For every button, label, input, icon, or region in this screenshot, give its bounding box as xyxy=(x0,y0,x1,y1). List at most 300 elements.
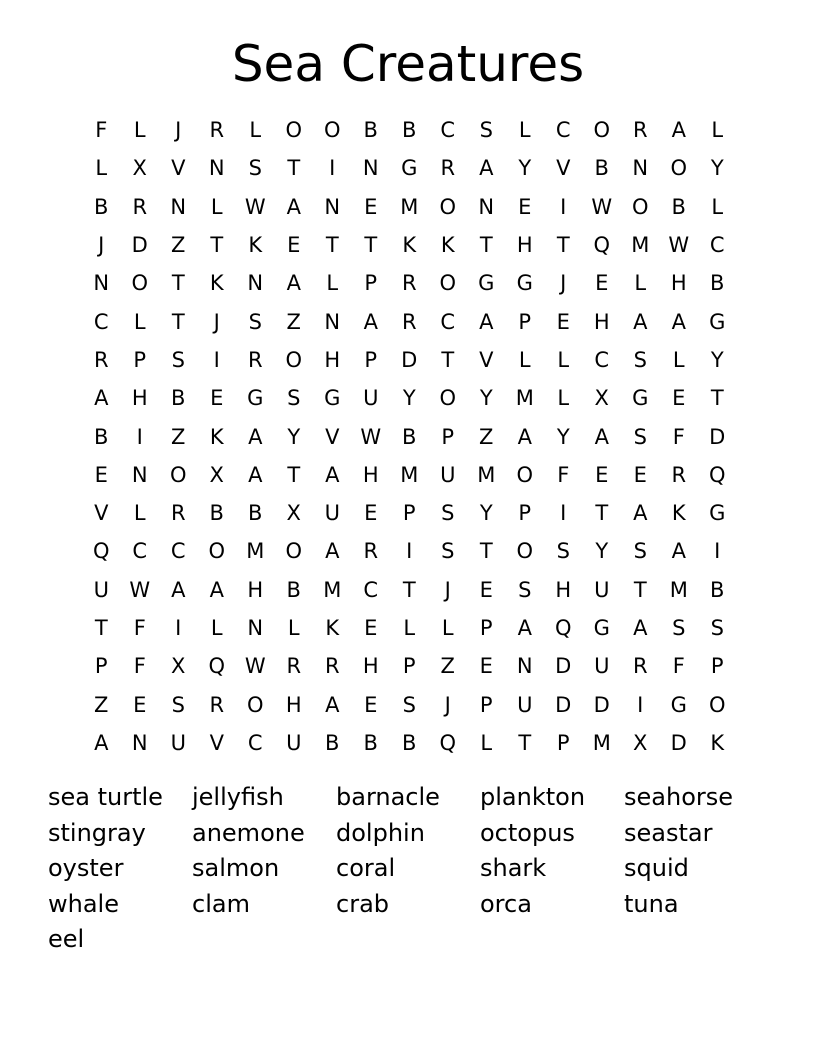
word-list-item: coral xyxy=(336,854,396,882)
grid-letter: A xyxy=(325,692,340,717)
grid-letter: X xyxy=(132,156,147,181)
grid-letter: A xyxy=(363,309,378,334)
grid-letter: I xyxy=(406,539,413,564)
grid-letter: S xyxy=(556,539,570,564)
grid-letter: E xyxy=(364,501,378,526)
grid-letter: H xyxy=(593,309,610,334)
grid-letter: N xyxy=(324,194,341,219)
grid-letter: L xyxy=(480,730,493,755)
grid-letter: E xyxy=(210,386,224,411)
grid-letter: A xyxy=(671,118,686,143)
grid-letter: E xyxy=(364,616,378,640)
word-list-item: whale xyxy=(48,889,119,918)
grid-letter: G xyxy=(247,386,264,411)
grid-letter: S xyxy=(171,347,185,372)
grid-letter: G xyxy=(709,309,726,334)
grid-letter: H xyxy=(362,654,379,679)
word-list-item: orca xyxy=(480,889,532,918)
grid-letter: Y xyxy=(518,156,532,181)
grid-letter: T xyxy=(479,539,493,564)
grid-letter: E xyxy=(518,194,532,219)
grid-letter: U xyxy=(517,692,533,717)
grid-letter: T xyxy=(287,462,301,487)
grid-letter: V xyxy=(94,501,109,526)
grid-letter: P xyxy=(556,730,570,755)
grid-letter: O xyxy=(593,118,611,143)
grid-letter: B xyxy=(363,118,378,143)
grid-letter: O xyxy=(516,462,534,487)
grid-letter: X xyxy=(286,501,301,526)
grid-letter: V xyxy=(209,730,224,755)
grid-letter: M xyxy=(631,233,650,258)
grid-letter: G xyxy=(632,386,649,411)
grid-letter: I xyxy=(714,539,721,564)
grid-letter: N xyxy=(93,271,110,296)
grid-letter: B xyxy=(710,271,725,296)
grid-letter: F xyxy=(133,654,146,679)
word-list-item: stingray xyxy=(48,818,146,847)
grid-letter: A xyxy=(479,309,494,334)
grid-letter: W xyxy=(129,577,151,602)
grid-letter: S xyxy=(633,539,647,564)
grid-letter: R xyxy=(632,118,648,143)
grid-letter: J xyxy=(98,233,105,258)
grid-letter: R xyxy=(324,654,340,679)
grid-letter: I xyxy=(560,194,567,219)
grid-letter: Z xyxy=(171,424,186,449)
word-list-item: eel xyxy=(48,925,85,953)
grid-letter: A xyxy=(633,616,648,640)
grid-letter: B xyxy=(171,386,186,411)
grid-letter: X xyxy=(633,730,648,755)
grid-letter: T xyxy=(364,233,378,258)
grid-letter: R xyxy=(401,309,417,334)
grid-letter: T xyxy=(171,309,185,334)
grid-letter: G xyxy=(478,271,495,296)
grid-letter: L xyxy=(133,118,146,143)
grid-letter: K xyxy=(248,233,263,258)
grid-letter: D xyxy=(670,730,687,755)
grid-letter: L xyxy=(95,156,108,181)
grid-letter: Y xyxy=(595,539,609,564)
grid-letter: A xyxy=(517,616,532,640)
grid-letter: Q xyxy=(208,654,226,679)
grid-letter: R xyxy=(132,194,148,219)
grid-letter: L xyxy=(210,616,223,640)
grid-letter: Z xyxy=(286,309,301,334)
grid-letter: S xyxy=(287,386,301,411)
grid-letter: X xyxy=(209,462,224,487)
grid-letter: Y xyxy=(479,501,493,526)
grid-letter: A xyxy=(248,462,263,487)
grid-letter: L xyxy=(672,347,685,372)
grid-letter: M xyxy=(477,462,496,487)
grid-letter: S xyxy=(441,501,455,526)
grid-letter: H xyxy=(131,386,148,411)
grid-letter: W xyxy=(591,194,613,219)
grid-letter: C xyxy=(555,118,571,143)
grid-letter: S xyxy=(248,156,262,181)
grid-letter: T xyxy=(94,616,108,640)
grid-letter: C xyxy=(93,309,109,334)
grid-letter: P xyxy=(133,347,147,372)
grid-letter: P xyxy=(364,271,378,296)
grid-letter: N xyxy=(632,156,649,181)
grid-letter: R xyxy=(632,654,648,679)
grid-letter: A xyxy=(325,462,340,487)
grid-letter: H xyxy=(324,347,341,372)
grid-letter: C xyxy=(247,730,263,755)
grid-letter: S xyxy=(441,539,455,564)
grid-letter: T xyxy=(479,233,493,258)
grid-letter: Y xyxy=(556,424,570,449)
grid-letter: L xyxy=(518,118,531,143)
grid-letter: A xyxy=(671,539,686,564)
grid-letter: N xyxy=(247,616,264,640)
grid-letter: G xyxy=(516,271,533,296)
grid-letter: K xyxy=(209,271,224,296)
grid-letter: W xyxy=(360,424,382,449)
grid-letter: U xyxy=(594,577,610,602)
grid-letter: O xyxy=(323,118,341,143)
grid-letter: L xyxy=(557,347,570,372)
grid-letter: A xyxy=(479,156,494,181)
grid-letter: E xyxy=(633,462,647,487)
grid-letter: J xyxy=(444,692,451,717)
grid-letter: T xyxy=(441,347,455,372)
grid-letter: G xyxy=(593,616,610,640)
grid-letter: S xyxy=(402,692,416,717)
grid-letter: V xyxy=(556,156,571,181)
grid-letter: N xyxy=(131,462,148,487)
grid-letter: V xyxy=(171,156,186,181)
grid-letter: E xyxy=(94,462,108,487)
grid-letter: I xyxy=(136,424,143,449)
grid-letter: C xyxy=(440,118,456,143)
grid-letter: S xyxy=(710,616,724,640)
grid-letter: L xyxy=(518,347,531,372)
grid-letter: L xyxy=(133,309,146,334)
grid-letter: F xyxy=(95,118,108,143)
grid-letter: H xyxy=(362,462,379,487)
grid-letter: C xyxy=(363,577,379,602)
grid-letter: D xyxy=(593,692,610,717)
grid-letter: F xyxy=(557,462,570,487)
grid-letter: O xyxy=(439,194,457,219)
grid-letter: D xyxy=(555,654,572,679)
grid-letter: N xyxy=(362,156,379,181)
word-list xyxy=(48,780,768,958)
grid-letter: B xyxy=(402,424,417,449)
grid-letter: I xyxy=(560,501,567,526)
word-list-item: oyster xyxy=(48,854,124,882)
word-list-item: squid xyxy=(624,854,689,882)
grid-letter: R xyxy=(209,692,225,717)
grid-letter: L xyxy=(287,616,300,640)
grid-letter: T xyxy=(210,233,224,258)
grid-letter: C xyxy=(132,539,148,564)
word-list-item: sea turtle xyxy=(48,783,163,811)
grid-letter: J xyxy=(175,118,182,143)
grid-letter: T xyxy=(556,233,570,258)
grid-letter: O xyxy=(208,539,226,564)
grid-letter: C xyxy=(170,539,186,564)
grid-letter: H xyxy=(555,577,572,602)
grid-letter: B xyxy=(248,501,263,526)
grid-letter: D xyxy=(555,692,572,717)
grid-letter: N xyxy=(170,194,187,219)
grid-letter: W xyxy=(244,654,266,679)
grid-letter: W xyxy=(668,233,690,258)
grid-letter: R xyxy=(247,347,263,372)
grid-letter: B xyxy=(402,730,417,755)
word-list-item: octopus xyxy=(480,818,575,847)
grid-letter: P xyxy=(94,654,108,679)
grid-letter: T xyxy=(633,577,647,602)
grid-letter: F xyxy=(672,654,685,679)
grid-letter: O xyxy=(285,539,303,564)
grid-letter: B xyxy=(94,194,109,219)
grid-letter: R xyxy=(401,271,417,296)
grid-letter: E xyxy=(133,692,147,717)
grid-letter: B xyxy=(363,730,378,755)
grid-letter: M xyxy=(515,386,534,411)
grid-letter: M xyxy=(400,462,419,487)
grid-letter: Z xyxy=(440,654,455,679)
grid-letter: N xyxy=(478,194,495,219)
word-list-item: tuna xyxy=(624,889,679,918)
grid-letter: Q xyxy=(708,462,726,487)
grid-letter: I xyxy=(175,616,182,640)
grid-letter: U xyxy=(440,462,456,487)
grid-letter: P xyxy=(518,309,532,334)
grid-letter: Z xyxy=(479,424,494,449)
grid-letter: U xyxy=(363,386,379,411)
grid-letter: P xyxy=(479,692,493,717)
grid-letter: Y xyxy=(710,156,724,181)
page-title: Sea Creatures xyxy=(231,35,585,93)
grid-letter: D xyxy=(401,347,418,372)
grid-letter: W xyxy=(244,194,266,219)
grid-letter: T xyxy=(710,386,724,411)
grid-letter: Q xyxy=(554,616,572,640)
word-list-item: barnacle xyxy=(336,783,440,811)
word-list-item: plankton xyxy=(480,783,586,811)
grid-letter: O xyxy=(516,539,534,564)
grid-letter: E xyxy=(479,654,493,679)
grid-letter: C xyxy=(709,233,725,258)
grid-letter: M xyxy=(669,577,688,602)
grid-letter: G xyxy=(670,692,687,717)
grid-letter: A xyxy=(171,577,186,602)
grid-letter: R xyxy=(671,462,687,487)
grid-letter: A xyxy=(94,386,109,411)
grid-letter: Y xyxy=(287,424,301,449)
grid-letter: I xyxy=(213,347,220,372)
grid-letter: T xyxy=(518,730,532,755)
grid-letter: B xyxy=(286,577,301,602)
grid-letter: M xyxy=(592,730,611,755)
grid-letter: R xyxy=(170,501,186,526)
grid-letter: M xyxy=(323,577,342,602)
grid-letter: M xyxy=(246,539,265,564)
grid-letter: L xyxy=(326,271,339,296)
grid-letter: P xyxy=(518,501,532,526)
grid-letter: R xyxy=(286,654,302,679)
grid-letter: J xyxy=(444,577,451,602)
grid-letter: G xyxy=(401,156,418,181)
grid-letter: L xyxy=(133,501,146,526)
grid-letter: A xyxy=(286,271,301,296)
grid-letter: U xyxy=(324,501,340,526)
letter-grid xyxy=(82,111,754,762)
grid-letter: Q xyxy=(439,730,457,755)
grid-letter: R xyxy=(93,347,109,372)
grid-letter: A xyxy=(671,309,686,334)
grid-letter: C xyxy=(594,347,610,372)
grid-letter: B xyxy=(94,424,109,449)
word-list-item: clam xyxy=(192,889,250,918)
grid-letter: S xyxy=(672,616,686,640)
grid-letter: R xyxy=(363,539,379,564)
grid-letter: S xyxy=(171,692,185,717)
grid-letter: T xyxy=(325,233,339,258)
grid-letter: K xyxy=(402,233,417,258)
grid-letter: O xyxy=(439,271,457,296)
grid-letter: O xyxy=(169,462,187,487)
grid-letter: P xyxy=(441,424,455,449)
grid-letter: S xyxy=(633,347,647,372)
grid-letter: F xyxy=(133,616,146,640)
grid-letter: Z xyxy=(171,233,186,258)
grid-letter: A xyxy=(517,424,532,449)
grid-letter: B xyxy=(402,118,417,143)
word-list-item: crab xyxy=(336,889,390,918)
grid-letter: H xyxy=(670,271,687,296)
grid-letter: L xyxy=(249,118,262,143)
word-list-item: anemone xyxy=(192,818,305,847)
grid-letter: P xyxy=(402,654,416,679)
grid-letter: J xyxy=(213,309,220,334)
grid-letter: D xyxy=(131,233,148,258)
grid-letter: A xyxy=(94,730,109,755)
grid-letter: O xyxy=(670,156,688,181)
grid-letter: T xyxy=(171,271,185,296)
grid-letter: B xyxy=(671,194,686,219)
grid-letter: T xyxy=(402,577,416,602)
grid-letter: U xyxy=(93,577,109,602)
grid-letter: L xyxy=(711,194,724,219)
grid-letter: A xyxy=(594,424,609,449)
grid-letter: L xyxy=(711,118,724,143)
word-list-item: dolphin xyxy=(336,818,425,847)
grid-letter: U xyxy=(286,730,302,755)
grid-letter: L xyxy=(557,386,570,411)
grid-letter: E xyxy=(479,577,493,602)
grid-letter: S xyxy=(633,424,647,449)
grid-letter: R xyxy=(440,156,456,181)
word-list-item: jellyfish xyxy=(192,783,284,811)
grid-letter: H xyxy=(247,577,264,602)
grid-letter: Z xyxy=(94,692,109,717)
grid-letter: X xyxy=(594,386,609,411)
grid-letter: U xyxy=(594,654,610,679)
grid-letter: O xyxy=(285,118,303,143)
grid-letter: K xyxy=(710,730,725,755)
grid-letter: Q xyxy=(593,233,611,258)
grid-letter: E xyxy=(595,271,609,296)
grid-letter: Y xyxy=(402,386,416,411)
grid-letter: N xyxy=(324,309,341,334)
grid-letter: N xyxy=(131,730,148,755)
grid-letter: K xyxy=(325,616,340,640)
word-list-item: seastar xyxy=(624,818,713,847)
grid-letter: Y xyxy=(479,386,493,411)
grid-letter: O xyxy=(246,692,264,717)
grid-letter: O xyxy=(631,194,649,219)
grid-letter: L xyxy=(403,616,416,640)
grid-letter: H xyxy=(516,233,533,258)
grid-letter: V xyxy=(325,424,340,449)
grid-letter: N xyxy=(516,654,533,679)
grid-letter: E xyxy=(364,692,378,717)
grid-letter: K xyxy=(671,501,686,526)
grid-letter: S xyxy=(479,118,493,143)
grid-letter: O xyxy=(708,692,726,717)
grid-letter: Q xyxy=(92,539,110,564)
grid-letter: K xyxy=(440,233,455,258)
grid-letter: A xyxy=(286,194,301,219)
grid-letter: P xyxy=(479,616,493,640)
grid-letter: K xyxy=(209,424,224,449)
grid-letter: Y xyxy=(710,347,724,372)
grid-letter: A xyxy=(248,424,263,449)
grid-letter: G xyxy=(324,386,341,411)
grid-letter: J xyxy=(560,271,567,296)
grid-letter: M xyxy=(400,194,419,219)
grid-letter: A xyxy=(325,539,340,564)
grid-letter: V xyxy=(479,347,494,372)
grid-letter: S xyxy=(248,309,262,334)
grid-letter: E xyxy=(364,194,378,219)
grid-letter: L xyxy=(634,271,647,296)
grid-letter: E xyxy=(287,233,301,258)
grid-letter: G xyxy=(709,501,726,526)
grid-letter: T xyxy=(595,501,609,526)
grid-letter: I xyxy=(329,156,336,181)
grid-letter: S xyxy=(518,577,532,602)
grid-letter: H xyxy=(285,692,302,717)
grid-letter: D xyxy=(709,424,726,449)
grid-letter: B xyxy=(594,156,609,181)
grid-letter: O xyxy=(131,271,149,296)
grid-letter: P xyxy=(710,654,724,679)
grid-letter: A xyxy=(633,501,648,526)
word-list-item: shark xyxy=(480,854,547,882)
grid-letter: N xyxy=(247,271,264,296)
grid-letter: E xyxy=(672,386,686,411)
grid-letter: T xyxy=(287,156,301,181)
grid-letter: P xyxy=(364,347,378,372)
grid-letter: L xyxy=(210,194,223,219)
grid-letter: X xyxy=(171,654,186,679)
grid-letter: I xyxy=(637,692,644,717)
word-list-item: salmon xyxy=(192,854,280,882)
grid-letter: B xyxy=(710,577,725,602)
grid-letter: U xyxy=(170,730,186,755)
grid-letter: C xyxy=(440,309,456,334)
grid-letter: R xyxy=(209,118,225,143)
